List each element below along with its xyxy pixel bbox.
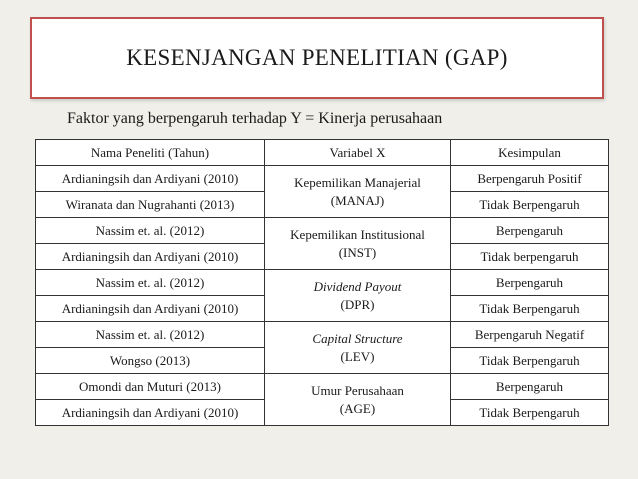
variabel-code: (AGE)	[339, 400, 376, 416]
table-row	[36, 166, 609, 192]
cell-kesimpulan: Berpengaruh	[451, 218, 609, 244]
cell-variabel	[265, 374, 451, 426]
title-box	[30, 17, 604, 99]
cell-peneliti: Ardianingsih dan Ardiyani (2010)	[36, 166, 265, 192]
research-gap-table	[35, 139, 609, 426]
variabel-code: (DPR)	[340, 296, 375, 312]
cell-variabel	[265, 218, 451, 270]
table-header-row	[36, 140, 609, 166]
cell-peneliti: Nassim et. al. (2012)	[36, 270, 265, 296]
slide-title: KESENJANGAN PENELITIAN (GAP)	[126, 45, 508, 70]
cell-kesimpulan: Berpengaruh	[451, 374, 609, 400]
variabel-code: (MANAJ)	[330, 192, 385, 208]
cell-kesimpulan: Tidak Berpengaruh	[451, 296, 609, 322]
variabel-code: (INST)	[338, 244, 377, 260]
slide-subtitle: Faktor yang berpengaruh terhadap Y = Kinerja perusahaan	[67, 110, 443, 127]
cell-kesimpulan: Berpengaruh Positif	[451, 166, 609, 192]
table-row	[36, 374, 609, 400]
cell-peneliti: Omondi dan Muturi (2013)	[36, 374, 265, 400]
cell-variabel	[265, 270, 451, 322]
cell-kesimpulan: Tidak Berpengaruh	[451, 348, 609, 374]
cell-kesimpulan: Tidak berpengaruh	[451, 244, 609, 270]
cell-kesimpulan: Tidak Berpengaruh	[451, 192, 609, 218]
variabel-name: Kepemilikan Institusional	[290, 226, 425, 242]
variabel-name: Kepemilikan Manajerial	[294, 174, 421, 190]
cell-kesimpulan: Berpengaruh	[451, 270, 609, 296]
table-row	[36, 322, 609, 348]
cell-peneliti: Ardianingsih dan Ardiyani (2010)	[36, 244, 265, 270]
cell-variabel	[265, 166, 451, 218]
table-row	[36, 218, 609, 244]
variabel-name: Umur Perusahaan	[311, 382, 404, 398]
table-body	[36, 166, 609, 426]
cell-peneliti: Nassim et. al. (2012)	[36, 322, 265, 348]
cell-peneliti: Ardianingsih dan Ardiyani (2010)	[36, 400, 265, 426]
cell-peneliti: Wongso (2013)	[36, 348, 265, 374]
cell-peneliti: Wiranata dan Nugrahanti (2013)	[36, 192, 265, 218]
table-row	[36, 270, 609, 296]
cell-kesimpulan: Berpengaruh Negatif	[451, 322, 609, 348]
variabel-name: Dividend Payout	[313, 278, 402, 294]
header-peneliti: Nama Peneliti (Tahun)	[36, 140, 265, 166]
cell-variabel	[265, 322, 451, 374]
cell-kesimpulan: Tidak Berpengaruh	[451, 400, 609, 426]
cell-peneliti: Ardianingsih dan Ardiyani (2010)	[36, 296, 265, 322]
variabel-name: Capital Structure	[312, 330, 403, 346]
variabel-code: (LEV)	[340, 348, 375, 364]
cell-peneliti: Nassim et. al. (2012)	[36, 218, 265, 244]
header-kesimpulan: Kesimpulan	[451, 140, 609, 166]
header-variabel: Variabel X	[265, 140, 451, 166]
